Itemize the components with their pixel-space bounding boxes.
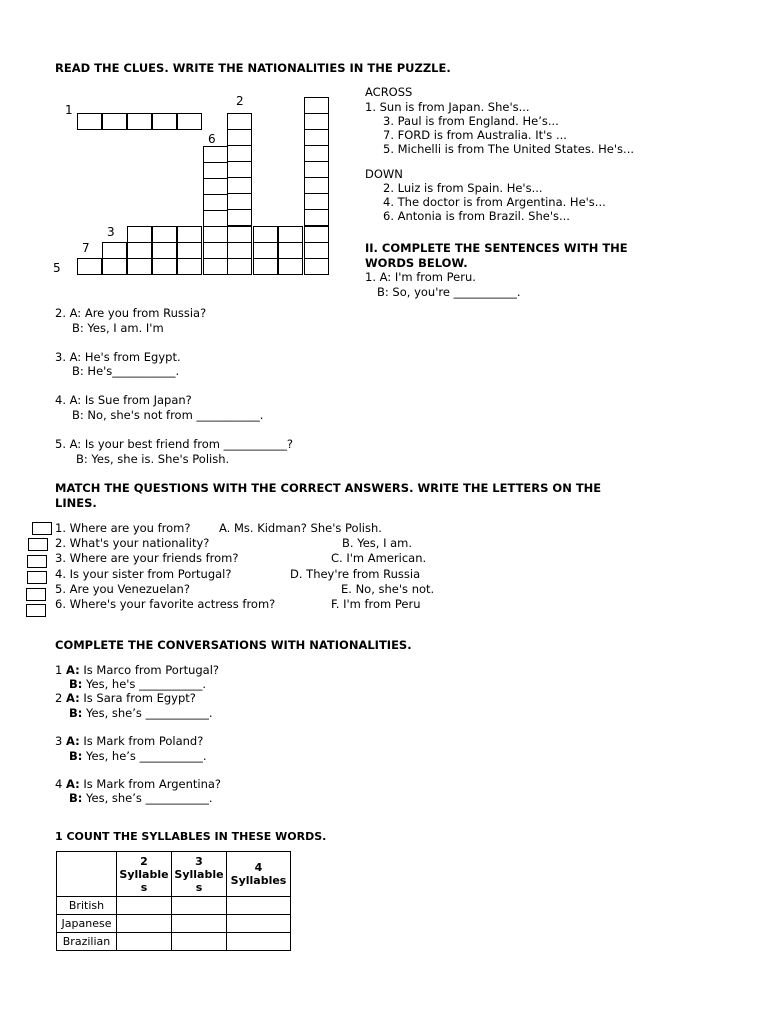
conversation-b: [69, 677, 206, 691]
conversation-b: [69, 749, 206, 763]
b-label: B:: [69, 749, 83, 763]
worksheet-title: READ THE CLUES. WRITE THE NATIONALITIES IN THE PUZZLE.: [55, 61, 451, 75]
match-question: 6. Where's your favorite actress from?: [55, 597, 276, 611]
down-heading: DOWN: [365, 167, 403, 181]
answer-cell[interactable]: [227, 915, 291, 933]
crossword-cell[interactable]: [227, 177, 252, 194]
crossword-cell[interactable]: [203, 258, 228, 275]
crossword-cell[interactable]: [304, 177, 329, 194]
conversation-a: [55, 663, 219, 677]
match-answer: F. I'm from Peru: [331, 597, 421, 611]
answer-box[interactable]: [26, 588, 46, 601]
crossword-cell[interactable]: [304, 113, 329, 130]
crossword-cell[interactable]: [77, 113, 102, 130]
answer-cell[interactable]: [117, 933, 172, 951]
conversation-b: [69, 791, 212, 805]
match-question: 5. Are you Venezuelan?: [55, 582, 190, 596]
conv-number: 2: [55, 691, 63, 705]
match-answer: D. They're from Russia: [290, 567, 421, 581]
crossword-cell[interactable]: [177, 113, 202, 130]
row-word: British: [57, 897, 117, 915]
dialog-line: 4. A: Is Sue from Japan?: [55, 393, 192, 407]
section2-line: B: So, you're ___________.: [377, 285, 521, 299]
answer-cell[interactable]: [117, 897, 172, 915]
row-word: Brazilian: [57, 933, 117, 951]
down-clue: 6. Antonia is from Brazil. She's...: [383, 209, 570, 223]
crossword-cell[interactable]: [227, 226, 252, 243]
down-clue: 2. Luiz is from Spain. He's...: [383, 181, 543, 195]
match-answer: B. Yes, I am.: [342, 536, 413, 550]
crossword-cell[interactable]: [304, 209, 329, 226]
clue-number-3: 3: [107, 225, 115, 239]
crossword-cell[interactable]: [127, 258, 152, 275]
a-label: A:: [65, 777, 80, 791]
clue-number-6: 6: [208, 132, 216, 146]
crossword-cell[interactable]: [203, 210, 228, 227]
crossword-cell[interactable]: [227, 145, 252, 162]
section2-line: 1. A: I'm from Peru.: [365, 270, 476, 284]
answer-box[interactable]: [28, 538, 48, 551]
crossword-cell[interactable]: [304, 145, 329, 162]
answer-box[interactable]: [27, 555, 47, 568]
conv-number: 4: [55, 777, 63, 791]
dialog-line: B: He's___________.: [72, 364, 180, 378]
syllables-heading: 1 COUNT THE SYLLABLES IN THESE WORDS.: [55, 830, 327, 843]
crossword-cell[interactable]: [203, 178, 228, 195]
conversation-a: [55, 734, 203, 748]
crossword-cell[interactable]: [203, 146, 228, 163]
crossword-cell[interactable]: [304, 97, 329, 114]
crossword-cell[interactable]: [127, 242, 152, 259]
crossword-cell[interactable]: [102, 113, 127, 130]
dialog-line: 2. A: Are you from Russia?: [55, 306, 207, 320]
crossword-cell[interactable]: [152, 242, 177, 259]
match-answer: C. I'm American.: [331, 551, 427, 565]
conv-a-text: Is Mark from Argentina?: [79, 777, 222, 791]
match-question: 2. What's your nationality?: [55, 536, 210, 550]
dialog-line: B: Yes, she is. She's Polish.: [76, 452, 230, 466]
crossword-cell[interactable]: [278, 226, 303, 243]
crossword-cell[interactable]: [152, 226, 177, 243]
crossword-cell[interactable]: [127, 113, 152, 130]
conv-a-text: Is Sara from Egypt?: [79, 691, 196, 705]
crossword-cell[interactable]: [278, 242, 303, 259]
across-clue: 7. FORD is from Australia. It's ...: [383, 128, 567, 142]
a-label: A:: [65, 734, 80, 748]
conversation-a: [55, 777, 221, 791]
answer-cell[interactable]: [117, 915, 172, 933]
clue-number-7: 7: [82, 241, 90, 255]
crossword-cell[interactable]: [227, 161, 252, 178]
crossword-cell[interactable]: [253, 242, 278, 259]
crossword-cell[interactable]: [203, 162, 228, 179]
answer-cell[interactable]: [172, 933, 227, 951]
match-question: 3. Where are your friends from?: [55, 551, 239, 565]
b-label: B:: [69, 706, 83, 720]
answer-cell[interactable]: [172, 897, 227, 915]
across-clue: 5. Michelli is from The United States. He's...: [383, 142, 635, 156]
answer-cell[interactable]: [227, 897, 291, 915]
crossword-cell[interactable]: [177, 242, 202, 259]
answer-box[interactable]: [26, 604, 46, 617]
conv-a-text: Is Mark from Poland?: [79, 734, 204, 748]
b-label: B:: [69, 791, 83, 805]
crossword-cell[interactable]: [304, 226, 329, 243]
across-clue: 3. Paul is from England. He’s...: [383, 114, 559, 128]
dialog-line: B: Yes, I am. I'm: [72, 321, 164, 335]
match-question: 4. Is your sister from Portugal?: [55, 567, 232, 581]
conversation-a: [55, 691, 196, 705]
b-label: B:: [69, 677, 83, 691]
conv-b-text: Yes, she’s ___________.: [82, 791, 213, 805]
across-clue: 1. Sun is from Japan. She's...: [365, 100, 530, 114]
crossword-cell[interactable]: [278, 258, 303, 275]
a-label: A:: [65, 691, 80, 705]
table-corner: [57, 852, 117, 897]
a-label: A:: [65, 663, 80, 677]
clue-number-5: 5: [53, 261, 61, 275]
syllables-table: [56, 851, 291, 951]
dialog-line: 3. A: He's from Egypt.: [55, 350, 181, 364]
crossword-cell[interactable]: [227, 193, 252, 210]
match-heading: LINES.: [55, 496, 97, 510]
crossword-cell[interactable]: [304, 161, 329, 178]
crossword-cell[interactable]: [227, 209, 252, 226]
crossword-cell[interactable]: [203, 194, 228, 211]
section2-heading: II. COMPLETE THE SENTENCES WITH THE: [365, 241, 628, 255]
crossword-cell[interactable]: [304, 193, 329, 210]
conversation-b: [69, 706, 212, 720]
conv-number: 1: [55, 663, 63, 677]
crossword-cell[interactable]: [304, 129, 329, 146]
crossword-cell[interactable]: [127, 226, 152, 243]
crossword-cell[interactable]: [203, 226, 228, 243]
clue-number-2: 2: [236, 94, 244, 108]
match-answer: A. Ms. Kidman? She's Polish.: [219, 521, 382, 535]
crossword-cell[interactable]: [77, 258, 102, 275]
dialog-line: B: No, she's not from ___________.: [72, 408, 264, 422]
header-3-syllables: 3 Syllable s: [172, 852, 227, 897]
crossword-cell[interactable]: [177, 226, 202, 243]
crossword-cell[interactable]: [152, 258, 177, 275]
section2-heading: WORDS BELOW.: [365, 256, 468, 270]
crossword-cell[interactable]: [227, 129, 252, 146]
crossword-cell[interactable]: [304, 258, 329, 275]
crossword-cell[interactable]: [152, 113, 177, 130]
dialog-line: 5. A: Is your best friend from ___________?: [55, 437, 293, 451]
crossword-cell[interactable]: [227, 113, 252, 130]
answer-cell[interactable]: [227, 933, 291, 951]
answer-box[interactable]: [32, 522, 52, 535]
match-heading: MATCH THE QUESTIONS WITH THE CORRECT ANSWERS. WRITE THE LETTERS ON THE: [55, 481, 602, 495]
answer-box[interactable]: [27, 571, 47, 584]
header-4-syllables: 4 Syllables: [227, 852, 291, 897]
crossword-cell[interactable]: [253, 258, 278, 275]
conv-b-text: Yes, she’s ___________.: [82, 706, 213, 720]
across-heading: ACROSS: [365, 85, 413, 99]
conversations-heading: COMPLETE THE CONVERSATIONS WITH NATIONALITIES.: [55, 638, 412, 652]
crossword-cell[interactable]: [177, 258, 202, 275]
conv-b-text: Yes, he’s ___________.: [82, 749, 207, 763]
conv-a-text: Is Marco from Portugal?: [79, 663, 220, 677]
clue-number-1: 1: [65, 103, 73, 117]
match-question: 1. Where are you from?: [55, 521, 191, 535]
crossword-cell[interactable]: [253, 226, 278, 243]
crossword-cell[interactable]: [227, 242, 252, 259]
crossword-cell[interactable]: [102, 258, 127, 275]
row-word: Japanese: [57, 915, 117, 933]
match-answer: E. No, she's not.: [341, 582, 435, 596]
crossword-cell[interactable]: [304, 242, 329, 259]
crossword-cell[interactable]: [102, 242, 127, 259]
crossword-cell[interactable]: [203, 242, 228, 259]
answer-cell[interactable]: [172, 915, 227, 933]
down-clue: 4. The doctor is from Argentina. He's...: [383, 195, 606, 209]
header-2-syllables: 2 Syllable s: [117, 852, 172, 897]
conv-b-text: Yes, he's ___________.: [82, 677, 206, 691]
conv-number: 3: [55, 734, 63, 748]
crossword-cell[interactable]: [227, 258, 252, 275]
